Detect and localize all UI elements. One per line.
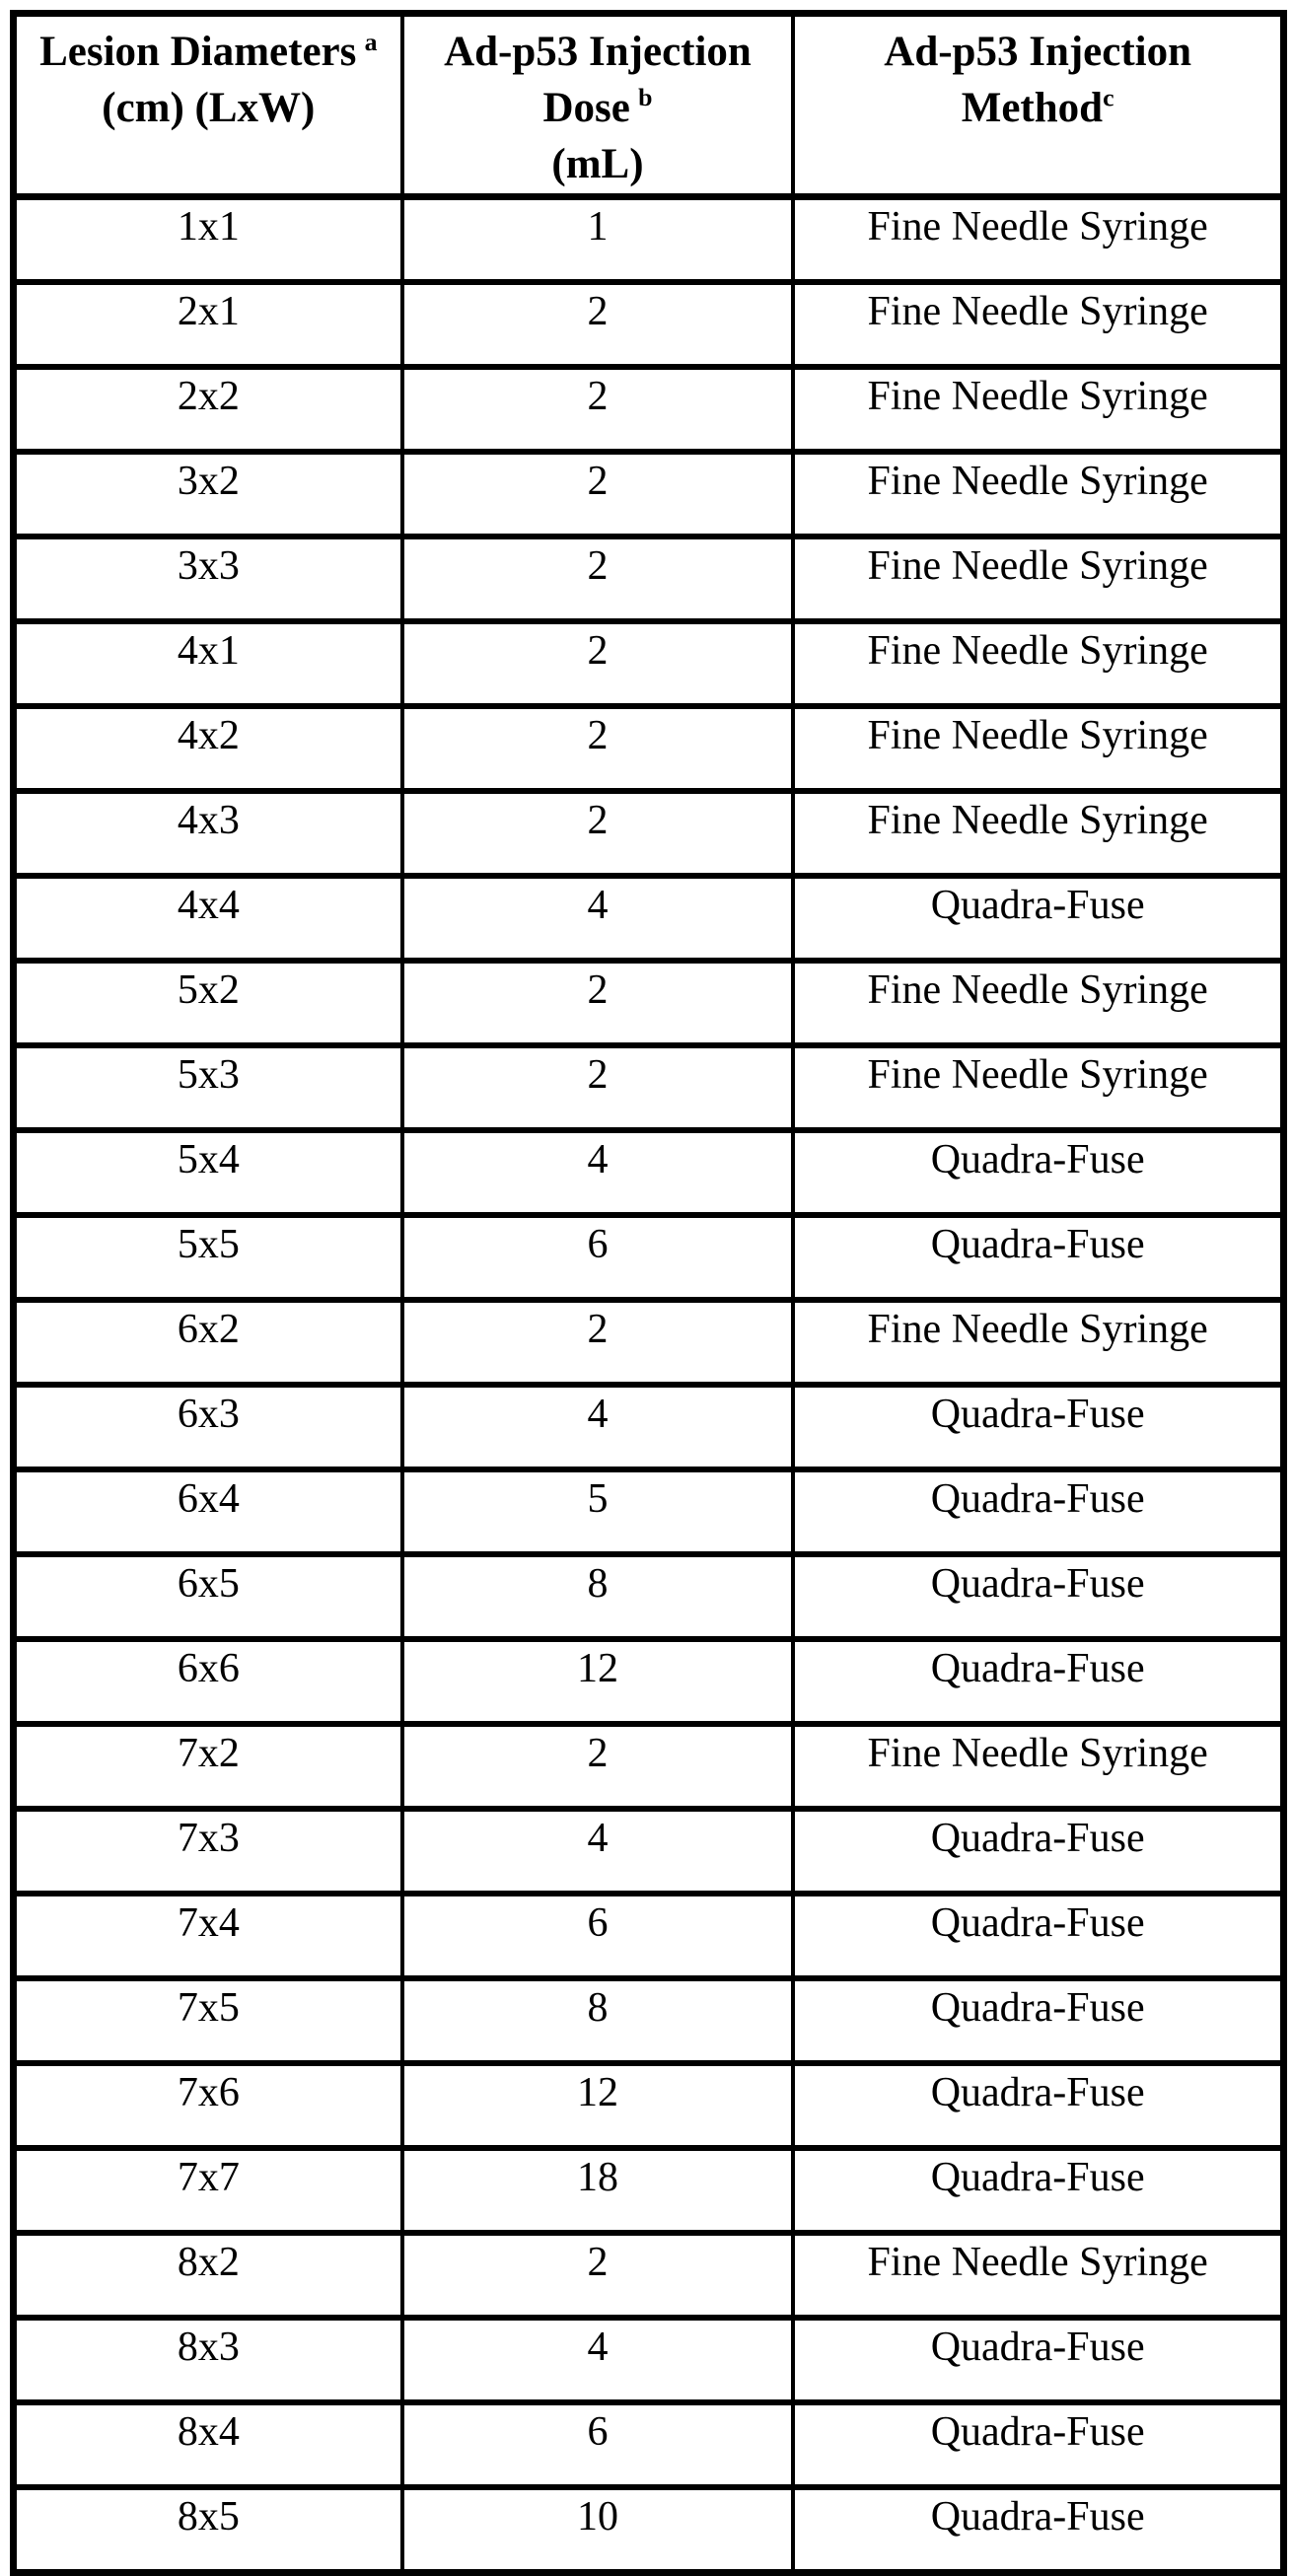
lesion-size-cell: 7x4 <box>14 1894 402 1978</box>
table-row <box>14 197 1284 283</box>
header-dose-line3: (mL) <box>551 140 644 187</box>
table-body <box>14 197 1284 2573</box>
method-cell: Fine Needle Syringe <box>793 282 1283 367</box>
table-row <box>14 706 1284 791</box>
table-row <box>14 1554 1284 1639</box>
table-row <box>14 1978 1284 2063</box>
method-cell: Fine Needle Syringe <box>793 2233 1283 2318</box>
method-cell: Fine Needle Syringe <box>793 791 1283 876</box>
method-cell: Quadra-Fuse <box>793 1639 1283 1724</box>
lesion-size-cell: 5x4 <box>14 1130 402 1215</box>
method-cell: Quadra-Fuse <box>793 2148 1283 2233</box>
header-lesion-line2: (cm) (LxW) <box>102 84 316 131</box>
table-header <box>14 14 1284 197</box>
dose-cell: 2 <box>402 367 794 452</box>
dose-cell: 6 <box>402 2402 794 2487</box>
dose-cell: 5 <box>402 1469 794 1554</box>
method-cell: Quadra-Fuse <box>793 1894 1283 1978</box>
method-cell: Fine Needle Syringe <box>793 961 1283 1045</box>
table-row <box>14 1639 1284 1724</box>
header-dose-line2 <box>405 81 791 137</box>
footnote-marker-a: a <box>364 27 378 56</box>
lesion-size-cell: 8x4 <box>14 2402 402 2487</box>
method-cell: Quadra-Fuse <box>793 1809 1283 1894</box>
lesion-size-cell: 6x2 <box>14 1300 402 1385</box>
table-row <box>14 2063 1284 2148</box>
dose-cell: 4 <box>402 2318 794 2402</box>
dose-cell: 2 <box>402 452 794 537</box>
lesion-size-cell: 6x5 <box>14 1554 402 1639</box>
method-cell: Fine Needle Syringe <box>793 621 1283 706</box>
table-row <box>14 621 1284 706</box>
table-row <box>14 1894 1284 1978</box>
lesion-size-cell: 6x3 <box>14 1385 402 1469</box>
ad-p53-dose-table <box>10 10 1287 2576</box>
method-cell: Quadra-Fuse <box>793 1385 1283 1469</box>
lesion-size-cell: 7x2 <box>14 1724 402 1809</box>
table-row <box>14 1300 1284 1385</box>
table-row <box>14 1809 1284 1894</box>
method-cell: Fine Needle Syringe <box>793 1300 1283 1385</box>
lesion-size-cell: 4x1 <box>14 621 402 706</box>
dose-cell: 1 <box>402 197 794 283</box>
lesion-size-cell: 8x5 <box>14 2487 402 2573</box>
method-cell: Quadra-Fuse <box>793 1130 1283 1215</box>
method-cell: Quadra-Fuse <box>793 2318 1283 2402</box>
method-cell: Fine Needle Syringe <box>793 1724 1283 1809</box>
header-method-line2 <box>796 81 1279 137</box>
lesion-size-cell: 1x1 <box>14 197 402 283</box>
method-cell: Quadra-Fuse <box>793 1469 1283 1554</box>
lesion-size-cell: 8x3 <box>14 2318 402 2402</box>
lesion-size-cell: 4x3 <box>14 791 402 876</box>
table-row <box>14 961 1284 1045</box>
lesion-size-cell: 7x5 <box>14 1978 402 2063</box>
header-lesion-text: Lesion Diameters <box>39 29 357 75</box>
table-row <box>14 2318 1284 2402</box>
dose-cell: 12 <box>402 1639 794 1724</box>
table-row <box>14 1385 1284 1469</box>
lesion-size-cell: 4x2 <box>14 706 402 791</box>
header-lesion-line1 <box>18 25 399 81</box>
dose-cell: 2 <box>402 537 794 621</box>
dose-cell: 2 <box>402 282 794 367</box>
lesion-size-cell: 3x3 <box>14 537 402 621</box>
lesion-size-cell: 7x6 <box>14 2063 402 2148</box>
method-cell: Fine Needle Syringe <box>793 452 1283 537</box>
lesion-size-cell: 7x3 <box>14 1809 402 1894</box>
table-row <box>14 2148 1284 2233</box>
method-cell: Fine Needle Syringe <box>793 537 1283 621</box>
header-dose-line1: Ad-p53 Injection <box>444 29 752 75</box>
footnote-marker-b: b <box>638 83 653 112</box>
method-cell: Quadra-Fuse <box>793 1215 1283 1300</box>
dose-cell: 4 <box>402 876 794 961</box>
dose-cell: 4 <box>402 1809 794 1894</box>
table-row <box>14 2233 1284 2318</box>
header-method-line1: Ad-p53 Injection <box>884 29 1192 75</box>
table-row <box>14 282 1284 367</box>
dose-cell: 2 <box>402 1724 794 1809</box>
dose-cell: 6 <box>402 1894 794 1978</box>
lesion-size-cell: 5x2 <box>14 961 402 1045</box>
table-row <box>14 367 1284 452</box>
dose-cell: 4 <box>402 1130 794 1215</box>
method-cell: Quadra-Fuse <box>793 876 1283 961</box>
dose-cell: 2 <box>402 1045 794 1130</box>
table-row <box>14 1045 1284 1130</box>
dose-cell: 6 <box>402 1215 794 1300</box>
dose-cell: 12 <box>402 2063 794 2148</box>
dose-cell: 2 <box>402 791 794 876</box>
method-cell: Quadra-Fuse <box>793 1554 1283 1639</box>
table-row <box>14 1469 1284 1554</box>
header-dose-text: Dose <box>542 84 630 131</box>
dose-cell: 10 <box>402 2487 794 2573</box>
lesion-size-cell: 2x2 <box>14 367 402 452</box>
lesion-size-cell: 5x3 <box>14 1045 402 1130</box>
method-cell: Quadra-Fuse <box>793 1978 1283 2063</box>
header-injection-dose <box>402 14 794 197</box>
table-row <box>14 876 1284 961</box>
table-row <box>14 452 1284 537</box>
method-cell: Fine Needle Syringe <box>793 197 1283 283</box>
lesion-size-cell: 4x4 <box>14 876 402 961</box>
lesion-size-cell: 6x4 <box>14 1469 402 1554</box>
lesion-size-cell: 8x2 <box>14 2233 402 2318</box>
table-row <box>14 1215 1284 1300</box>
table-row <box>14 2402 1284 2487</box>
header-row <box>14 14 1284 197</box>
method-cell: Fine Needle Syringe <box>793 367 1283 452</box>
table-row <box>14 1724 1284 1809</box>
table-row <box>14 2487 1284 2573</box>
footnote-marker-c: c <box>1103 83 1114 112</box>
dose-cell: 18 <box>402 2148 794 2233</box>
dose-cell: 8 <box>402 1978 794 2063</box>
lesion-size-cell: 2x1 <box>14 282 402 367</box>
header-injection-method <box>793 14 1283 197</box>
lesion-size-cell: 5x5 <box>14 1215 402 1300</box>
dose-cell: 2 <box>402 1300 794 1385</box>
dose-cell: 2 <box>402 621 794 706</box>
table-row <box>14 791 1284 876</box>
dose-cell: 4 <box>402 1385 794 1469</box>
lesion-size-cell: 6x6 <box>14 1639 402 1724</box>
method-cell: Quadra-Fuse <box>793 2402 1283 2487</box>
dose-cell: 2 <box>402 961 794 1045</box>
method-cell: Fine Needle Syringe <box>793 706 1283 791</box>
table-row <box>14 1130 1284 1215</box>
lesion-size-cell: 3x2 <box>14 452 402 537</box>
table-row <box>14 537 1284 621</box>
dose-cell: 2 <box>402 2233 794 2318</box>
header-method-text: Method <box>961 84 1104 131</box>
method-cell: Fine Needle Syringe <box>793 1045 1283 1130</box>
method-cell: Quadra-Fuse <box>793 2063 1283 2148</box>
dose-cell: 2 <box>402 706 794 791</box>
lesion-size-cell: 7x7 <box>14 2148 402 2233</box>
method-cell: Quadra-Fuse <box>793 2487 1283 2573</box>
header-lesion-diameters <box>14 14 402 197</box>
dose-cell: 8 <box>402 1554 794 1639</box>
